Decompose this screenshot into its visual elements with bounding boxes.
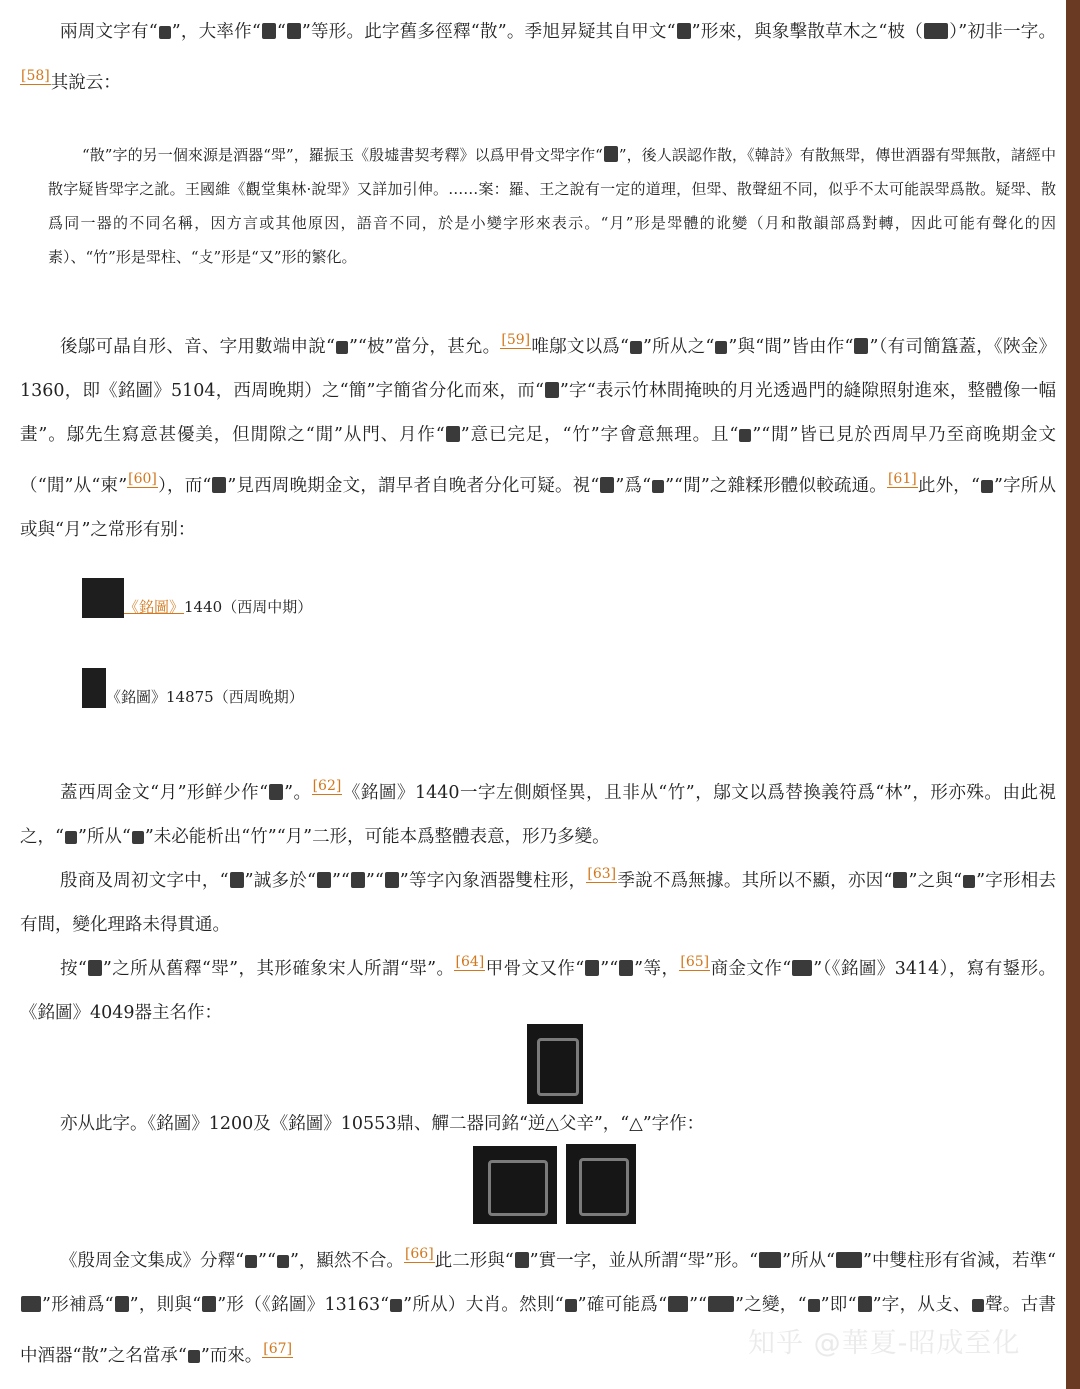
glyph-icon [269, 784, 283, 800]
glyph-icon [21, 1296, 41, 1312]
glyph-icon [336, 341, 348, 354]
paragraph-1: 兩周文字有“ ”，大率作“ “ ”等形。此字舊多徑釋“散”。季旭昇疑其自甲文“ ”形來，與象擊散草木之“柀（ ）”初非一字。[58]其說云： [21, 22, 1056, 93]
block-quote: “散”字的另一個來源是酒器“斝”，羅振玉《殷墟書契考釋》以爲甲骨文斝字作“ ”，後人誤認作散，《韓詩》有散無斝，傳世酒器有斝無散，諸經中散字疑皆斝字之訛。王國維《觀堂集林·說斝》又詳加引伸。……案：羅、王之說有一定的道理，但斝、散聲紐不同，似乎不太可能誤斝爲散。疑斝、散爲同一器的不同名稱，因方言或其他原因，語音不同，於是小變字形來表示。“月”形是斝體的讹變（月和散韻部爲對轉，因此可能有聲化的因素）、“竹”形是斝柱、“攴”形是“又”形的繁化。 [48, 146, 1056, 266]
footnote-ref-65[interactable]: [65] [680, 954, 710, 970]
paragraph-3: 蓋西周金文“月”形鲜少作“ ”。[62]《銘圖》1440一字左側頗怪異，且非从“竹”，鄔文以爲替換義符爲“林”，形亦殊。由此視之，“ ”所从“ ”未必能析出“竹”“月”二形，可能本爲整體表意，形乃多變。 [20, 778, 1056, 847]
glyph-icon [619, 960, 633, 976]
glyph-icon [385, 872, 399, 888]
glyph-icon [159, 26, 171, 39]
glyph-icon [981, 480, 993, 493]
glyph-icon [808, 1299, 820, 1312]
glyph-icon [836, 1252, 862, 1268]
footnote-ref-59[interactable]: [59] [501, 332, 531, 348]
right-border [1066, 0, 1080, 1389]
glyph-icon [792, 960, 812, 976]
watermark: 知乎 @華夏-昭成至化 [748, 1328, 1021, 1359]
footnote-ref-58[interactable]: [58] [21, 68, 50, 84]
glyph-icon [585, 960, 599, 976]
glyph-icon [545, 382, 559, 398]
glyph-icon [759, 1252, 781, 1268]
glyph-icon [351, 872, 365, 888]
glyph-icon [262, 23, 276, 39]
glyph-icon [604, 146, 618, 162]
inscription-image [82, 578, 124, 618]
glyph-icon [708, 1296, 734, 1312]
glyph-icon [277, 1255, 289, 1268]
glyph-icon [287, 23, 301, 39]
glyph-icon [739, 429, 751, 442]
paragraph-2: 後鄔可晶自形、音、字用數端申說“ ”“柀”當分，甚允。[59]唯鄔文以爲“ ”所从之“ ”與“間”皆由作“ ”（有司簡簋蓋，《陜金》1360，即《銘圖》5104，西周晚期）之“簡”字簡省分化而來，而“ ”字“表示竹林間掩映的月光透過門的縫隙照射進來，整體像一幅畫”。鄔先生寫意甚優美，但閒隙之“閒”从門、月作“ ”意已完足，“竹”字會意無理。且“ ”“閒”皆已見於西周早乃至商晚期金文（“閒”从“柬”[60]），而“ ”見西周晚期金文，謂早者自晚者分化可疑。視“ ”爲“ ”“閒”之雜糅形體似較疏通。[61]此外，“ ”字所从或與“月”之常形有别： [20, 332, 1056, 540]
glyph-icon [245, 1255, 257, 1268]
inscription-line-2: 《銘圖》14875（西周晚期） [82, 668, 304, 708]
glyph-icon [565, 1299, 577, 1312]
inscription-line-1: 《銘圖》1440（西周中期） [82, 578, 312, 618]
footnote-ref-66[interactable]: [66] [404, 1246, 434, 1262]
glyph-icon [600, 477, 614, 493]
footnote-ref-60[interactable]: [60] [128, 471, 157, 487]
glyph-icon [677, 23, 691, 39]
glyph-icon [230, 872, 244, 888]
paragraph-6: 亦从此字。《銘圖》1200及《銘圖》10553鼎、觶二器同銘“逆△父辛”，“△”字作： [60, 1114, 705, 1134]
glyph-icon [963, 875, 975, 888]
glyph-icon [317, 872, 331, 888]
footnote-ref-61[interactable]: [61] [887, 471, 917, 487]
footnote-ref-67[interactable]: [67] [263, 1341, 293, 1357]
glyph-icon [390, 1299, 402, 1312]
glyph-icon [515, 1252, 529, 1268]
glyph-icon [668, 1296, 688, 1312]
inscription-image [82, 668, 106, 708]
glyph-icon [88, 960, 102, 976]
paragraph-7: 《殷周金文集成》分釋“ ”“ ”，顯然不合。[66]此二形與“ ”實一字，並从所謂“斝”形。“ ”所从“ ”中雙柱形有省減，若準“”形補爲“ ”，則與“ ”形（《銘圖》13163“ ”所从）大肖。然則“ ”確可能爲“ ”“ ”之變，“ ”即“ ”字，从攴、 聲。古書中酒器“散”之名當承“ ”而來。[67] [20, 1246, 1056, 1366]
mingtu-link[interactable]: 《銘圖》 [124, 598, 185, 616]
inscription-image-10553 [566, 1144, 636, 1224]
glyph-icon [924, 23, 948, 39]
paragraph-4: 殷商及周初文字中，“ ”誠多於“ ”“ ”“ ”等字內象酒器雙柱形，[63]季說不爲無據。其所以不顯，亦因“ ”之與“ ”字形相去有間，變化理路未得貫通。 [20, 866, 1056, 935]
footnote-ref-63[interactable]: [63] [587, 866, 617, 882]
glyph-icon [630, 341, 642, 354]
inscription-image-1200 [473, 1146, 557, 1224]
glyph-icon [893, 872, 907, 888]
glyph-icon [212, 477, 226, 493]
glyph-icon [188, 1350, 200, 1363]
footnote-ref-64[interactable]: [64] [455, 954, 485, 970]
glyph-icon [446, 426, 460, 442]
footnote-ref-62[interactable]: [62] [312, 778, 342, 794]
glyph-icon [972, 1299, 984, 1312]
glyph-icon [65, 831, 77, 844]
glyph-icon [202, 1296, 216, 1312]
inscription-image-4049 [527, 1024, 583, 1104]
glyph-icon [132, 831, 144, 844]
glyph-icon [715, 341, 727, 354]
glyph-icon [854, 338, 868, 354]
glyph-icon [652, 480, 664, 493]
glyph-icon [858, 1296, 872, 1312]
glyph-icon [115, 1296, 129, 1312]
paragraph-5: 按“ ”之所从舊釋“斝”，其形確象宋人所謂“斝”。[64]甲骨文又作“ ”“ ”等，[65]商金文作“ ”（《銘圖》3414），寫有鋬形。《銘圖》4049器主名作： [20, 954, 1056, 1023]
